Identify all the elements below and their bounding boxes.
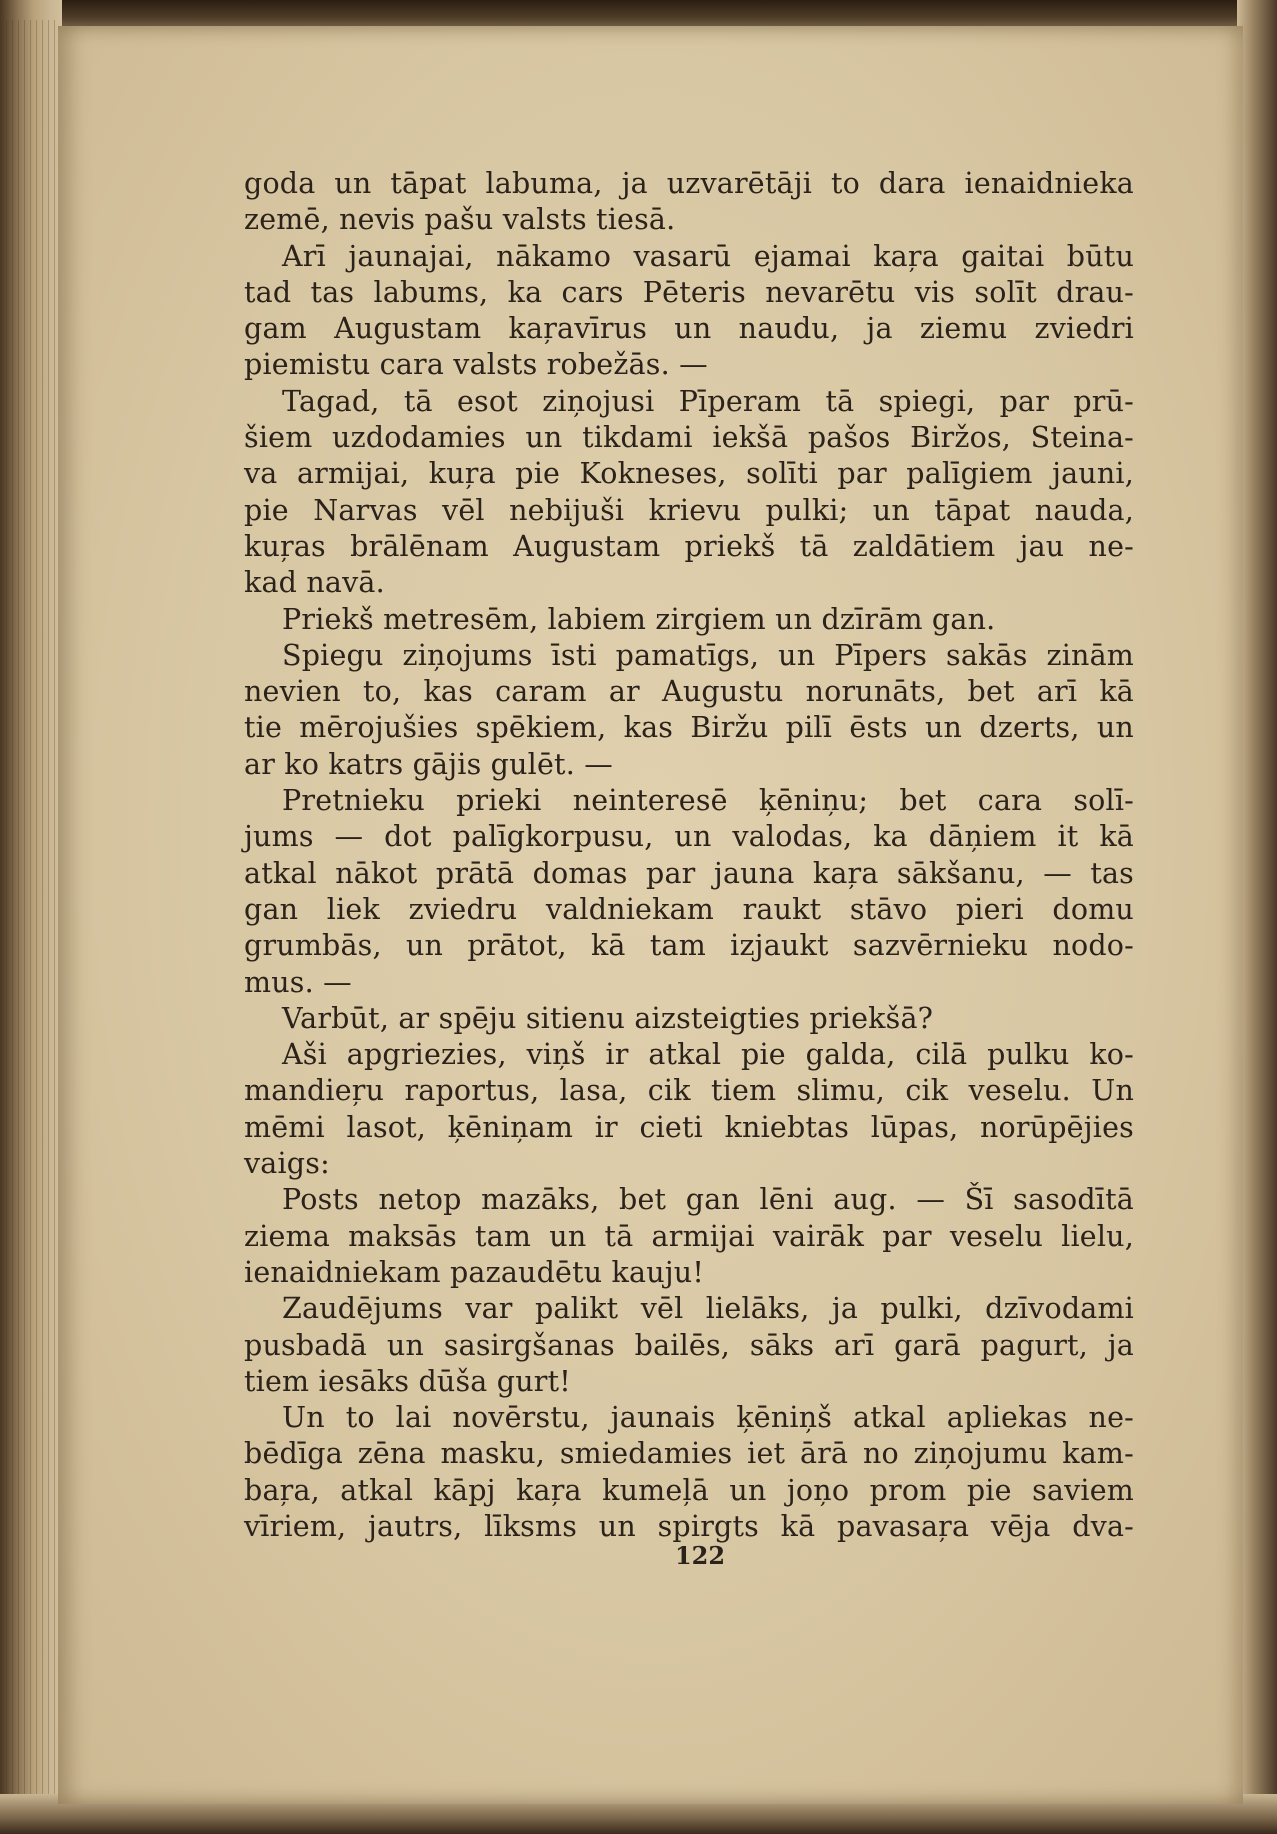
text-line: Tagad, tā esot ziņojusi Pīperam tā spiegi, par prū- <box>282 384 1134 418</box>
text-line: tiem iesāks dūša gurt! <box>244 1364 571 1398</box>
text-line: Aši apgriezies, viņš ir atkal pie galda, cilā pulku ko- <box>282 1038 1134 1072</box>
text-line: pusbadā un sasirgšanas bailēs, sāks arī garā pagurt, ja <box>244 1328 1134 1362</box>
text-line: ziema maksās tam un tā armijai vairāk par veselu lielu, <box>244 1219 1134 1253</box>
text-line: kuŗas brālēnam Augustam priekš tā zaldātiem jau ne- <box>244 529 1134 563</box>
text-line: ienaidniekam pazaudētu kauju! <box>244 1255 705 1289</box>
book-spine <box>0 0 62 1834</box>
text-line: kad navā. <box>244 566 385 600</box>
text-line: gam Augustam kaŗavīrus un naudu, ja ziemu zviedri <box>244 312 1134 346</box>
text-line: mēmi lasot, ķēniņam ir cieti kniebtas lūpas, norūpējies <box>244 1110 1134 1144</box>
text-line: Priekš metresēm, labiem zirgiem un dzīrām gan. <box>282 602 996 636</box>
text-line: Varbūt, ar spēju sitienu aizsteigties priekšā? <box>282 1001 934 1035</box>
text-line: Posts netop mazāks, bet gan lēni aug. — Šī sasodītā <box>282 1183 1134 1217</box>
text-line: va armijai, kuŗa pie Kokneses, solīti par palīgiem jauni, <box>244 457 1134 491</box>
text-line: ar ko katrs gājis gulēt. — <box>244 747 613 781</box>
text-line: bēdīga zēna masku, smiedamies iet ārā no ziņojumu kam- <box>244 1437 1134 1471</box>
text-line: mandieŗu raportus, lasa, cik tiem slimu, cik veselu. Un <box>244 1074 1134 1108</box>
text-line: zemē, nevis pašu valsts tiesā. <box>244 203 676 237</box>
text-line: Spiegu ziņojums īsti pamatīgs, un Pīpers sakās zinām <box>282 638 1134 672</box>
text-line: atkal nākot prātā domas par jauna kaŗa sākšanu, — tas <box>244 856 1134 890</box>
text-line: šiem uzdodamies un tikdami iekšā pašos Biržos, Steina- <box>244 421 1134 455</box>
text-line: tie mērojušies spēkiem, kas Biržu pilī ēsts un dzerts, un <box>244 711 1134 745</box>
text-line: goda un tāpat labuma, ja uzvarētāji to dara ienaidnieka <box>244 167 1134 200</box>
text-line: Pretnieku prieki neinteresē ķēniņu; bet cara solī- <box>282 784 1134 818</box>
text-line: grumbās, un prātot, kā tam izjaukt sazvērnieku nodo- <box>244 929 1134 963</box>
text-line: nevien to, kas caram ar Augustu norunāts, bet arī kā <box>244 675 1134 709</box>
text-line: Zaudējums var palikt vēl lielāks, ja pulki, dzīvodami <box>282 1292 1134 1326</box>
text-line: tad tas labums, ka cars Pēteris nevarētu vis solīt drau- <box>244 275 1134 309</box>
text-line: vaigs: <box>244 1147 330 1181</box>
text-line: Un to lai novērstu, jaunais ķēniņš atkal apliekas ne- <box>282 1401 1134 1435</box>
text-line: mus. — <box>244 965 352 999</box>
text-line: vīriem, jautrs, līksms un spirgts kā pavasaŗa vēja dva- <box>244 1509 1134 1543</box>
text-line: piemistu cara valsts robežās. — <box>244 348 708 382</box>
text-line: jums — dot palīgkorpusu, un valodas, ka dāņiem it kā <box>244 820 1134 854</box>
page-number: 122 <box>674 1541 726 1570</box>
book-right-edge <box>1237 0 1277 1834</box>
text-line: Arī jaunajai, nākamo vasarū ejamai kaŗa gaitai būtu <box>282 239 1134 273</box>
spine-page-edges <box>6 20 56 1820</box>
text-line: baŗa, atkal kāpj kaŗa kumeļā un joņo prom pie saviem <box>244 1473 1134 1507</box>
text-line: pie Narvas vēl nebijuši krievu pulki; un tāpat nauda, <box>244 493 1134 527</box>
text-line: gan liek zviedru valdniekam raukt stāvo pieri domu <box>244 892 1134 926</box>
page-body-text <box>244 166 1134 1545</box>
